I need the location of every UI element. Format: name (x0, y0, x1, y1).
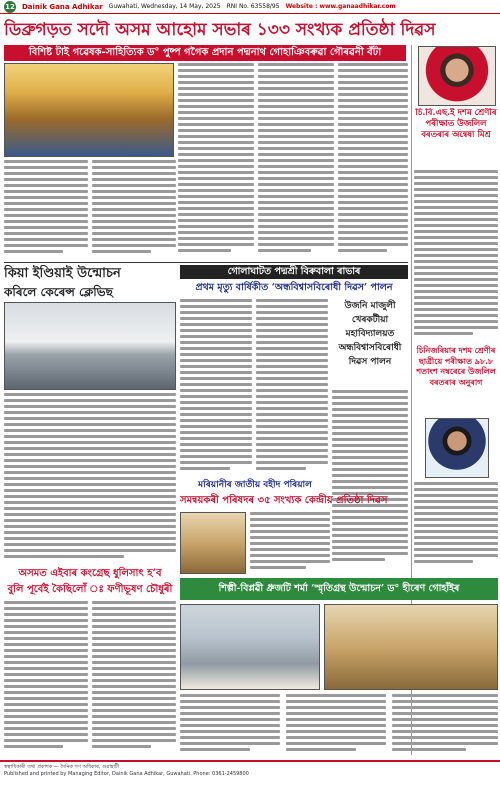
page-number: 12 (5, 2, 15, 11)
congress-body-col-2 (92, 601, 176, 755)
lead-body-col-3 (178, 63, 254, 260)
sidebar-item-1-body (414, 170, 498, 340)
majuli-headline-5: দিৱস পালন (348, 357, 392, 367)
majuli-headline-3: মহাবিদ্যালয়ত (345, 329, 395, 339)
masthead-strip (0, 0, 500, 14)
lead-body-col-2 (92, 160, 176, 260)
mariani-kicker: মৰিয়ানীৰ জাতীয় বহীদ পৰিয়াল (198, 480, 312, 490)
lead-body-col-4 (258, 63, 334, 260)
mariani-headline: সমন্বয়কৰী পৰিষদৰ ৩৫ সংখ্যক কেন্দ্ৰীয় প্ৰতিষ্ঠা দিৱস (180, 495, 388, 506)
car-photo (4, 302, 176, 390)
congress-headline-2: বুলি পূৰ্বেই কৈছিলোঁ ঃ ফণীভূষণ চৌধুৰী (7, 584, 173, 595)
car-headline-2: কৰিলে কেৰেন্স ক্লেভিছ (4, 285, 113, 299)
car-body (4, 393, 176, 563)
bottom-photo-1 (180, 604, 320, 690)
divider (4, 262, 408, 263)
lead-body-col-1 (4, 160, 88, 260)
lead-subhead: বিশিষ্ট টাই গৱেষক-সাহিত্যিক ড° পুষ্প গগৈক প্ৰদান পদ্মনাথ গোহাঞিবৰুৱা গৌৰৱনী বঁটা (4, 45, 406, 61)
lead-body-col-5 (338, 63, 408, 260)
majuli-body (332, 390, 408, 566)
majuli-headline-1: উজনি মাজুলী (344, 301, 396, 311)
sidebar-photo-2 (425, 418, 489, 478)
sidebar-photo-1 (418, 46, 496, 106)
bottom-body-col-3 (392, 694, 498, 756)
mariani-body (250, 512, 330, 574)
congress-headline-1: অসমত এইবাৰ কংগ্ৰেছ ধুলিসাৎ হ’ব (18, 568, 162, 579)
rni-number: RNI No. 63558/95 (226, 3, 280, 10)
mariani-photo (180, 512, 246, 574)
place-date: Guwahati, Wednesday, 14 May, 2025 (108, 3, 221, 10)
sidebar-item-2-body (414, 482, 498, 568)
lead-headline: ডিব্ৰুগড়ত সদৌ অসম আহোম সভাৰ ১৩৩ সংখ্যক প্ৰতিষ্ঠা দিৱস (4, 20, 436, 40)
majuli-headline (332, 299, 408, 385)
car-headline-1: কিয়া ইণ্ডিয়াই উন্মোচন (4, 266, 121, 281)
bottom-photo-2 (324, 604, 498, 690)
lead-photo (4, 63, 174, 157)
footer-line-2: Published and printed by Managing Editor, Dainik Gana Adhikar, Guwahati. Phone: 0361-2459800 (4, 771, 249, 777)
bottom-body-col-1 (180, 694, 280, 756)
footer-line-1: স্বত্বাধিকাৰী তথা প্ৰকাশক — দৈনিক গণ অধিকাৰ, গুৱাহাটী (4, 764, 119, 770)
golaghat-body-col-1 (180, 299, 252, 475)
imprint-footer (0, 760, 500, 795)
congress-body-col-1 (4, 601, 88, 755)
paper-name: Dainik Gana Adhikar (22, 2, 103, 11)
sidebar-item-2-title: চিনিজৰিয়াৰ দশম শ্ৰেণীৰ ছাত্ৰীয়ে পৰীক্ষাত ৯৮.৮ শতাংশ নম্বৰেৰে উজলিল বৰতৰাৰ অনুৰাগ (416, 345, 496, 387)
sidebar-item-1-title: চি.বি.এছ.ই দশম শ্ৰেণীৰ পৰীক্ষাত উজলিল বৰতৰাৰ অন্বেষা মিশ্ৰ (415, 108, 497, 140)
golaghat-body-col-2 (256, 299, 328, 475)
majuli-headline-2: খেৰকটীয়া (351, 315, 389, 325)
majuli-headline-4: অন্ধবিশ্বাসবিৰোধী (338, 343, 402, 353)
bottom-banner-headline: শিল্পী-বিপ্লৱী ধ্ৰুজটি শৰ্মা ‘স্মৃতিগ্ৰন্থ উন্মোচন’ ড° হীৰেণ গোহাঁইৰ (180, 578, 498, 600)
website: Website : www.ganaadhikar.com (285, 3, 396, 10)
golaghat-kicker: গোলাঘাটত পদ্মশ্ৰী বিৰুবালা ৰাভাৰ (180, 265, 408, 279)
golaghat-headline: প্ৰথম মৃত্যু বাৰ্ষিকীত ‘অন্ধবিশ্বাসবিৰোধী দিৱস’ পালন (195, 282, 393, 293)
bottom-body-col-2 (286, 694, 386, 756)
